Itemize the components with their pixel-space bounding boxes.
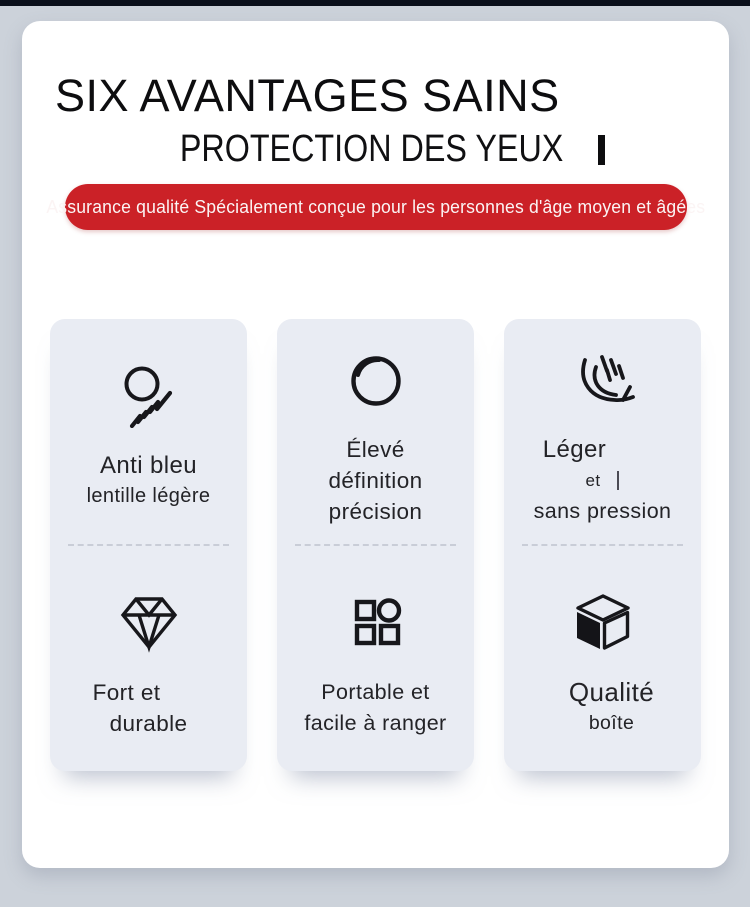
feature-light (504, 319, 701, 544)
feature-tile-column-3 (504, 319, 701, 771)
feature-title-line3: précision (328, 499, 423, 525)
feature-subtitle: sans pression (533, 499, 672, 524)
quality-banner-text: Assurance qualité Spécialement conçue pour les personnes d'âge moyen et âgées (46, 196, 705, 218)
quality-banner (46, 184, 705, 230)
feature-mid-word: et (585, 471, 601, 491)
feature-title: Léger (542, 436, 607, 464)
feature-tile-column-2 (277, 319, 474, 771)
feature-title: Qualité (568, 676, 655, 707)
feature-subtitle: boîte (588, 711, 635, 734)
feature-title: Fort et (92, 679, 161, 705)
feature-title-line2: durable (109, 710, 188, 736)
content-card (22, 21, 729, 868)
feature-tile-column-1 (50, 319, 247, 771)
storage-grid-icon (344, 591, 408, 655)
high-definition-lens-icon (344, 348, 408, 412)
feature-quality-box (504, 546, 701, 771)
feature-title: Anti bleu (100, 451, 197, 479)
page-subtitle-row (22, 127, 729, 173)
feature-title-line2: facile à ranger (304, 710, 447, 735)
quality-box-icon (571, 591, 635, 655)
top-bar (0, 0, 750, 6)
anti-blue-light-icon (117, 364, 181, 428)
feature-portable (277, 546, 474, 771)
feature-title: Élevé (346, 437, 405, 463)
feather-icon (571, 348, 635, 412)
feature-durable (50, 546, 247, 771)
feature-mid-row (586, 465, 620, 496)
feature-hd-precision (277, 319, 474, 544)
page-title: SIX AVANTAGES SAINS (55, 70, 560, 121)
feature-anti-blue (50, 319, 247, 544)
feature-grid (22, 319, 729, 771)
feature-title-line2: définition (328, 468, 423, 494)
text-cursor-small (617, 471, 619, 490)
text-cursor (598, 135, 605, 165)
diamond-icon (117, 591, 181, 655)
page-subtitle: PROTECTION DES YEUX (180, 127, 564, 170)
feature-title: Portable et (321, 679, 430, 704)
feature-subtitle: lentille légère (86, 484, 211, 507)
